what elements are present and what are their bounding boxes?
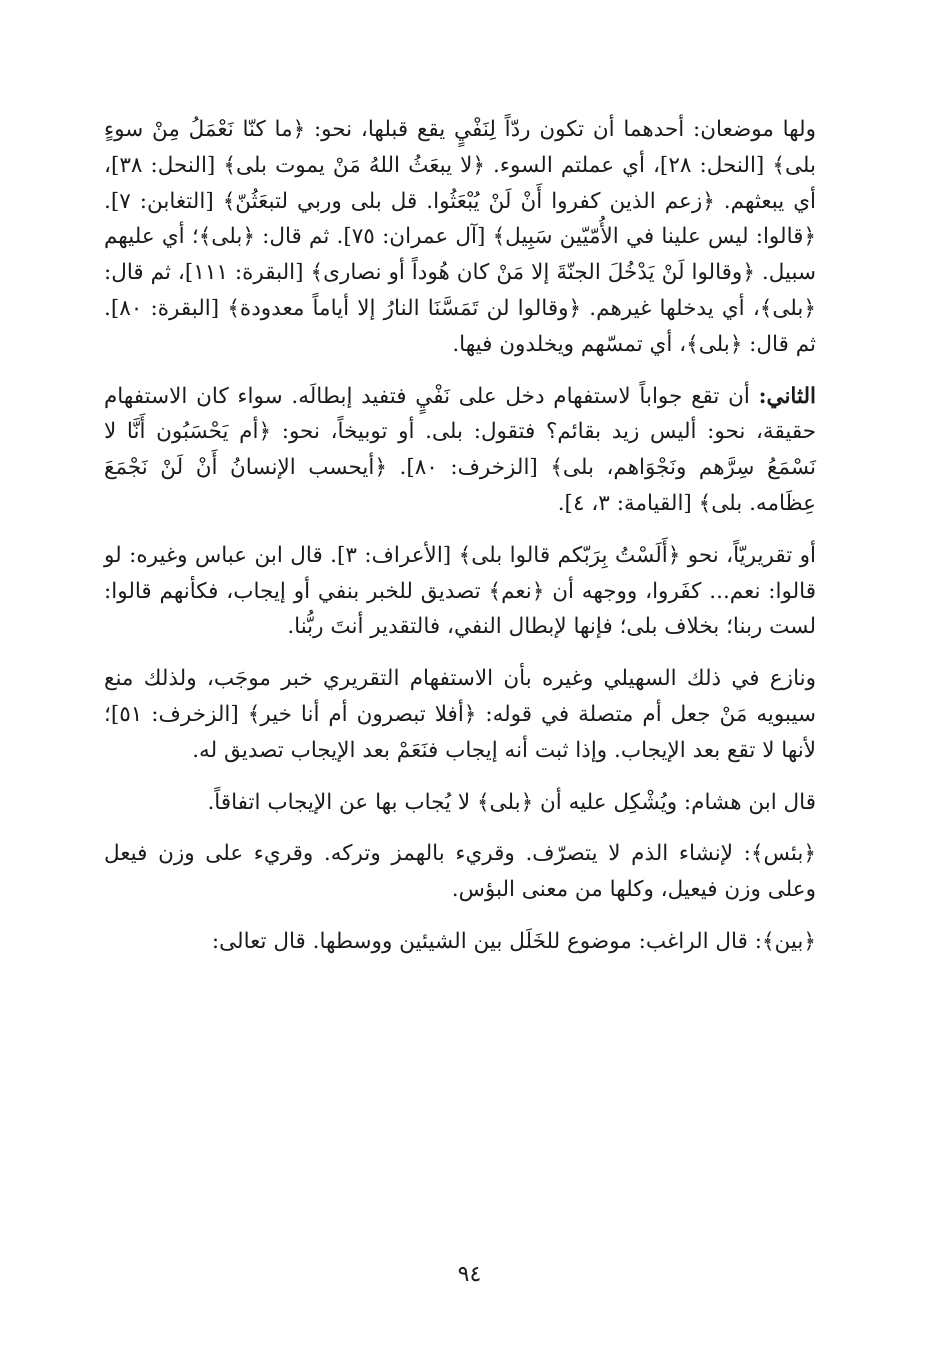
paragraph-lead: الثاني: — [758, 383, 816, 409]
page-number: ٩٤ — [457, 1262, 482, 1287]
paragraph-text: أن تقع جواباً لاستفهام دخل على نَفْيٍ فتفيد إبطالَه. سواء كان الاستفهام حقيقة، نحو: أليس زيد بقائم؟ فتقول: بلى. أو توبيخاً، نحو: ﴿أم يَحْسَبُون أَنَّا لا نَسْمَعُ سِرَّهم ونَجْوَاهم، بلى﴾ [الزخرف: ٨٠]. ﴿أيحسب الإنسانُ أَنْ لَنْ نَجْمَعَ عِظَامه. بلى﴾ [القيامة: ٣، ٤]. — [104, 383, 816, 516]
paragraph-text: قال ابن هشام: ويُشْكِل عليه أن ﴿بلى﴾ لا يُجاب بها عن الإيجاب اتفاقاً. — [207, 789, 816, 815]
paragraph-bi-sa — [104, 836, 816, 908]
paragraph-text: ﴿بئس﴾: لإنشاء الذم لا يتصرّف. وقريء بالهمز وتركه. وقريء على وزن فيعل وعلى وزن فيعيل، وكلها من معنى البؤس. — [104, 841, 816, 903]
paragraph-text: ولها موضعان: أحدهما أن تكون ردّاً لِنَفْيٍ يقع قبلها، نحو: ﴿ما كنّا نَعْمَلُ مِنْ سوءٍ بلى﴾ [النحل: ٢٨]، أي عملتم السوء. ﴿لا يبعَثُ اللهُ مَنْ يموت بلى﴾ [النحل: ٣٨]، أي يبعثهم. ﴿زعم الذين كفروا أَنْ لَنْ يُبْعَثُوا. قل بلى وربي لتبعَثُنّ﴾ [التغابن: ٧]. ﴿قالوا: ليس علينا في الأُمّيّين سَبِيل﴾ [آل عمران: ٧٥]. ثم قال: ﴿بلى﴾؛ أي عليهم سبيل. ﴿وقالوا لَنْ يَدْخُلَ الجنّةَ إلا مَنْ كان هُوداً أو نصارى﴾ [البقرة: ١١١]، ثم قال: ﴿بلى﴾، أي يدخلها غيرهم. ﴿وقالوا لن تَمَسَّنَا النارُ إلا أياماً معدودة﴾ [البقرة: ٨٠]. ثم قال: ﴿بلى﴾، أي تمسّهم ويخلدون فيها. — [104, 117, 817, 357]
paragraph-taqriri — [104, 538, 816, 645]
paragraph-text: أو تقريريّاً، نحو ﴿أَلَسْتُ بِرَبّكم قالوا بلى﴾ [الأعراف: ٣]. قال ابن عباس وغيره: لو قالوا: نعم... كفَروا، ووجهه أن ﴿نعم﴾ تصديق للخبر بنفي أو إيجاب، فكأنهم قالوا: لست ربنا؛ بخلاف بلى؛ فإنها لإبطال النفي، فالتقدير أنتَ ربُّنا. — [104, 542, 817, 640]
paragraph-bala-first-use — [104, 112, 816, 363]
paragraph-text: ﴿بين﴾: قال الراغب: موضوع للخَلَل بين الشيئين ووسطها. قال تعالى: — [211, 928, 816, 954]
paragraph-suhayli — [104, 661, 816, 768]
paragraph-bayna — [104, 924, 816, 960]
paragraph-ibn-hisham — [104, 785, 816, 821]
paragraph-text: ونازع في ذلك السهيلي وغيره بأن الاستفهام التقريري خبر موجَب، ولذلك منع سيبويه مَنْ جعل أم متصلة في قوله: ﴿أفلا تبصرون أم أنا خير﴾ [الزخرف: ٥١]؛ لأنها لا تقع بعد الإيجاب. وإذا ثبت أنه إيجاب فنَعَمْ بعد الإيجاب تصديق له. — [104, 666, 816, 763]
paragraph-bala-second-use — [104, 379, 816, 522]
page-body — [104, 112, 816, 960]
